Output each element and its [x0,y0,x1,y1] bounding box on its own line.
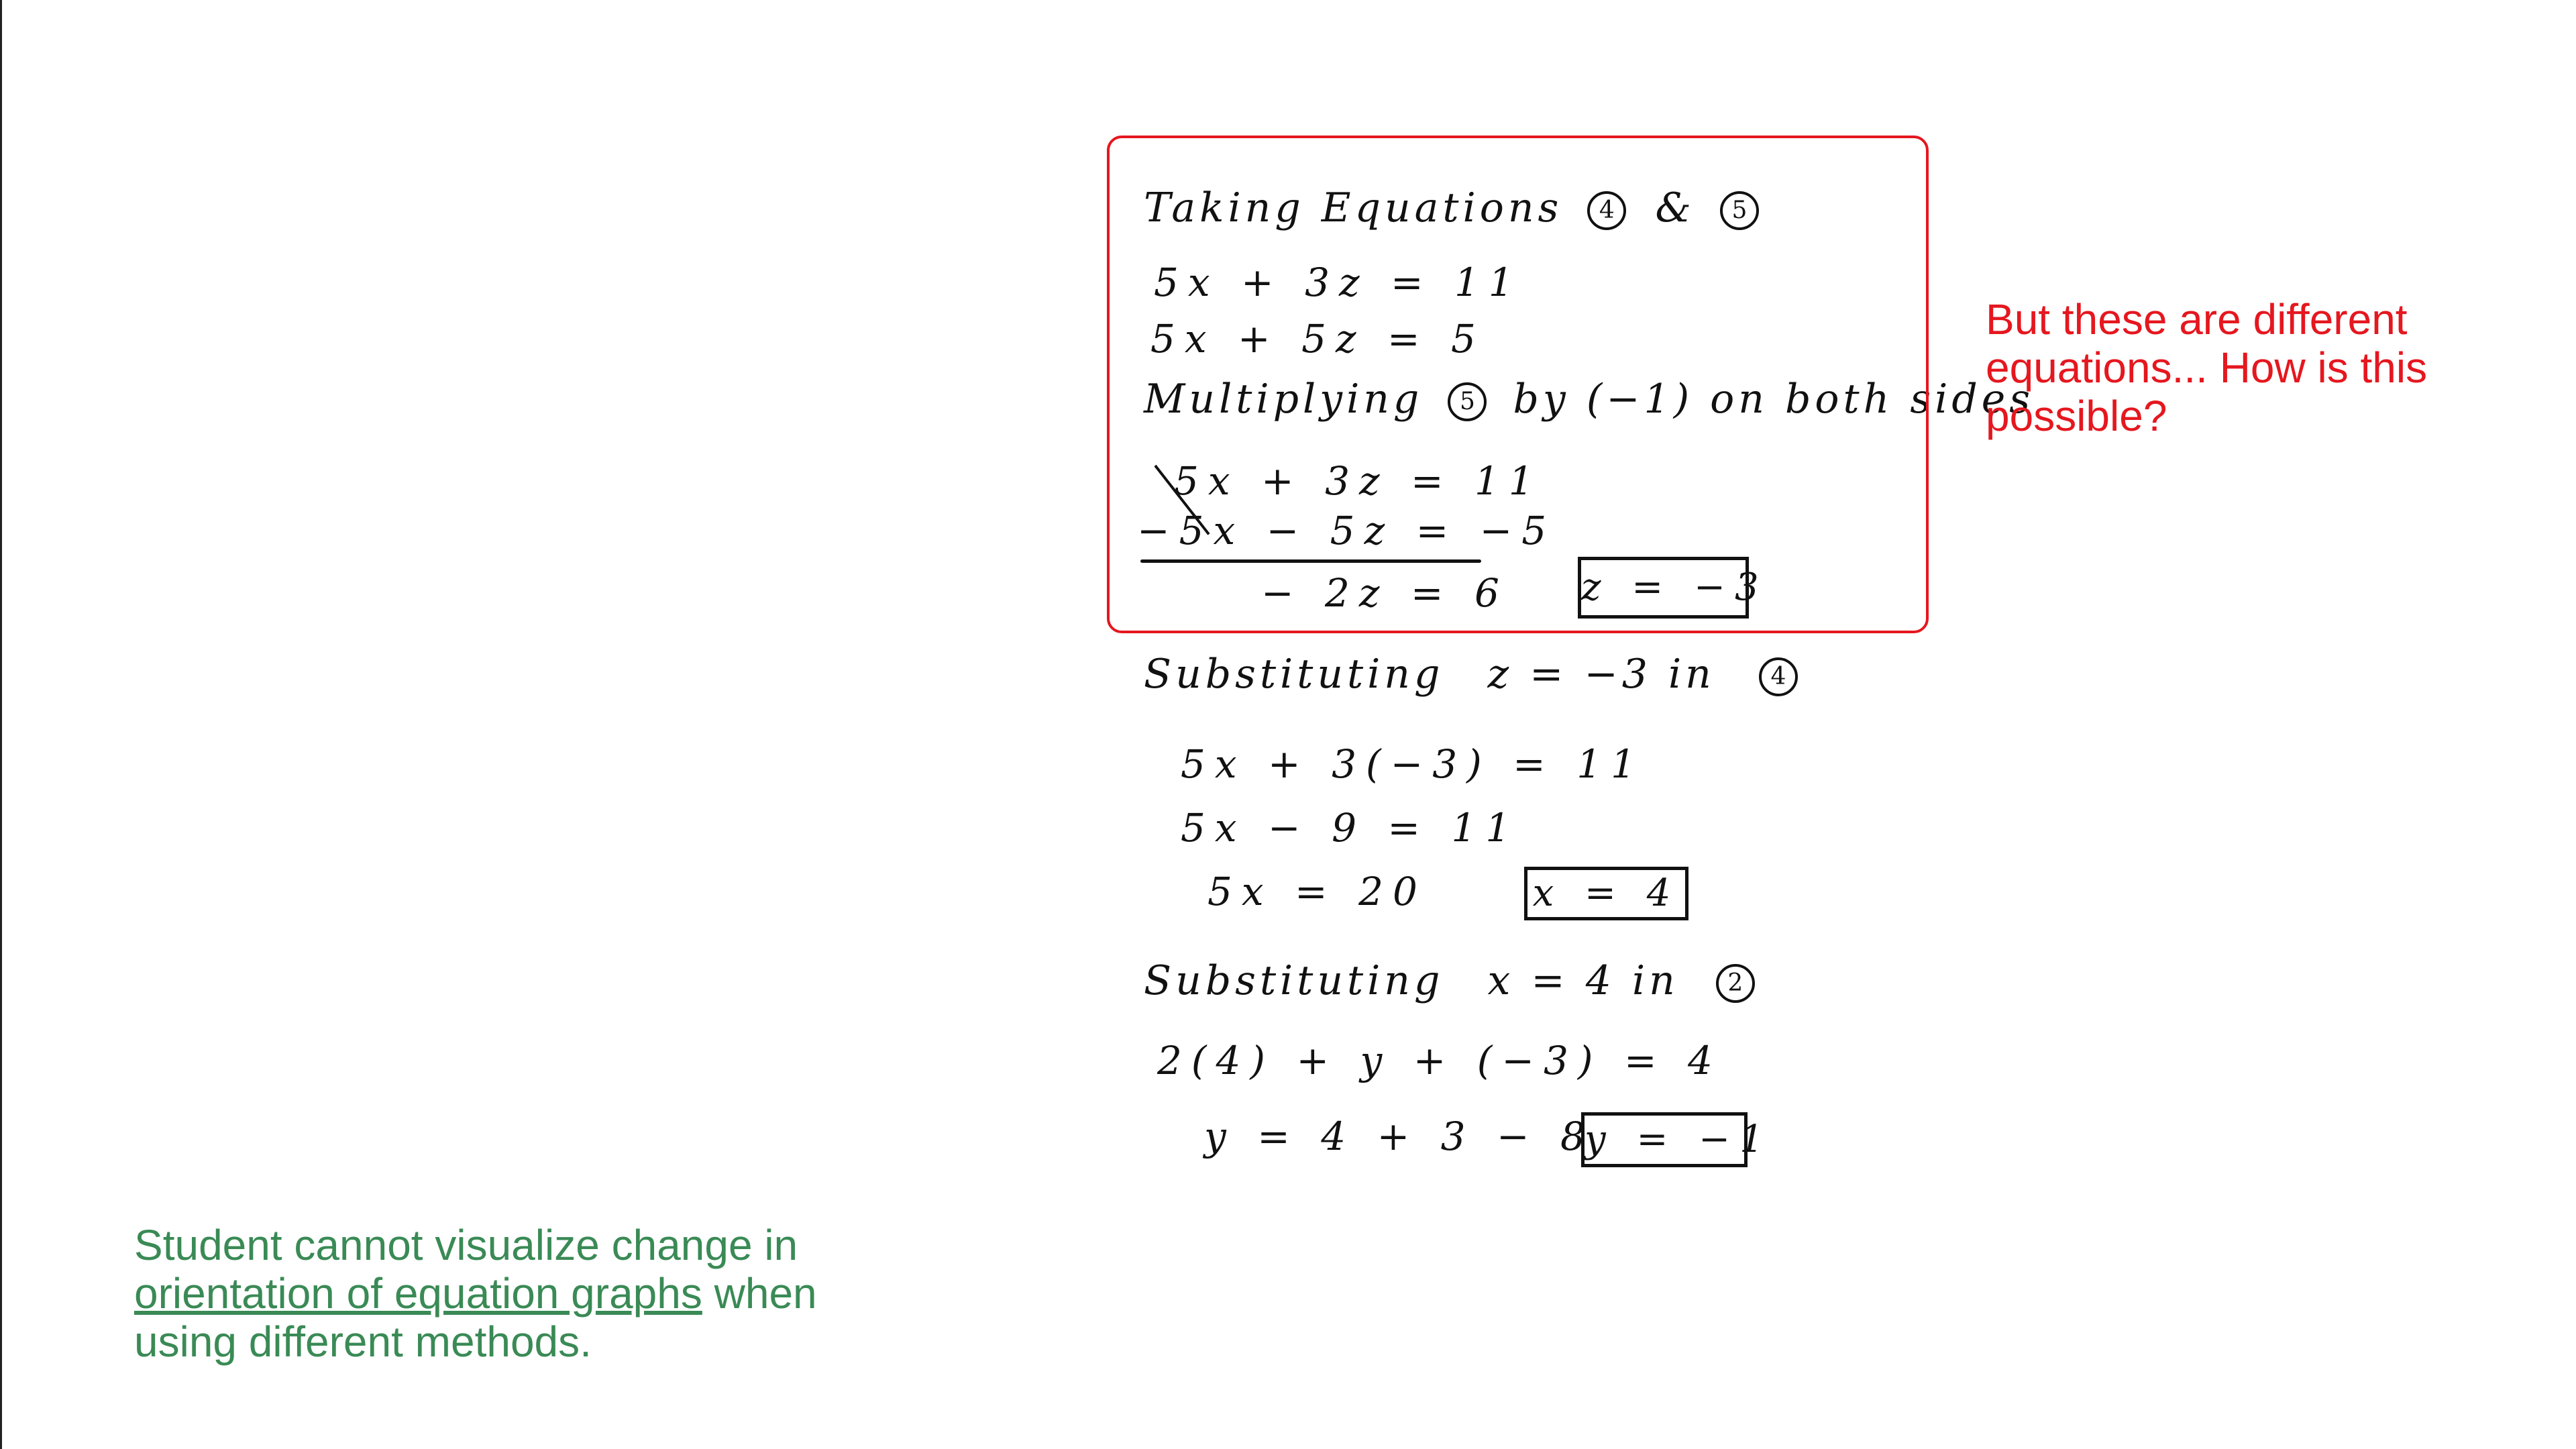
answer-box-x: x = 4 [1524,867,1688,920]
substitution-label-1: Substituting [1144,651,1444,698]
substitution-step-1 [1144,651,1798,698]
equation-c1: 5x + 3(−3) = 11 [1181,741,1646,787]
highlight-box-elimination [1107,136,1929,633]
substitution-expr-2: x = 4 in [1487,957,1679,1004]
red-annotation: But these are different equations... How is this possible? [1986,295,2428,440]
green-annotation-pre: Student cannot visualize change in [134,1221,798,1269]
substitution-label-2: Substituting [1144,957,1444,1004]
equation-c2: 5x − 9 = 11 [1181,805,1520,851]
green-annotation [134,1221,872,1366]
circled-ref-2-subst: 2 [1716,964,1755,1003]
circled-ref-4: 4 [1587,191,1626,230]
equation-a1: 5x + 3z = 11 [1154,260,1523,305]
heading-ampersand: & [1655,184,1695,231]
circled-ref-4-subst: 4 [1759,657,1798,696]
equation-b2: −5x − 5z = −5 [1137,508,1556,553]
answer-box-y: y = −1 [1581,1112,1748,1167]
circled-ref-5-multiply: 5 [1448,382,1487,421]
left-frame-edge [0,0,2,1449]
green-annotation-post: when using different methods. [134,1269,817,1366]
equation-b3: − 2z = 6 [1261,570,1509,616]
equation-d1: 2(4) + y + (−3) = 4 [1157,1038,1722,1083]
multiply-label: Multiplying [1144,376,1424,423]
equation-c3: 5x = 20 [1208,869,1427,914]
multiply-detail: by (−1) on both sides [1513,376,2035,423]
green-annotation-link[interactable]: orientation of equation graphs [134,1269,702,1318]
equation-b1: 5x + 3z = 11 [1174,458,1543,504]
substitution-expr-1: z = −3 in [1487,651,1715,698]
equation-d2: y = 4 + 3 − 8 [1204,1114,1595,1159]
heading-text: Taking Equations [1144,184,1563,231]
substitution-step-2 [1144,957,1755,1004]
answer-box-z: z = −3 [1578,557,1749,619]
circled-ref-5: 5 [1720,191,1759,230]
equation-a2: 5x + 5z = 5 [1150,316,1485,362]
